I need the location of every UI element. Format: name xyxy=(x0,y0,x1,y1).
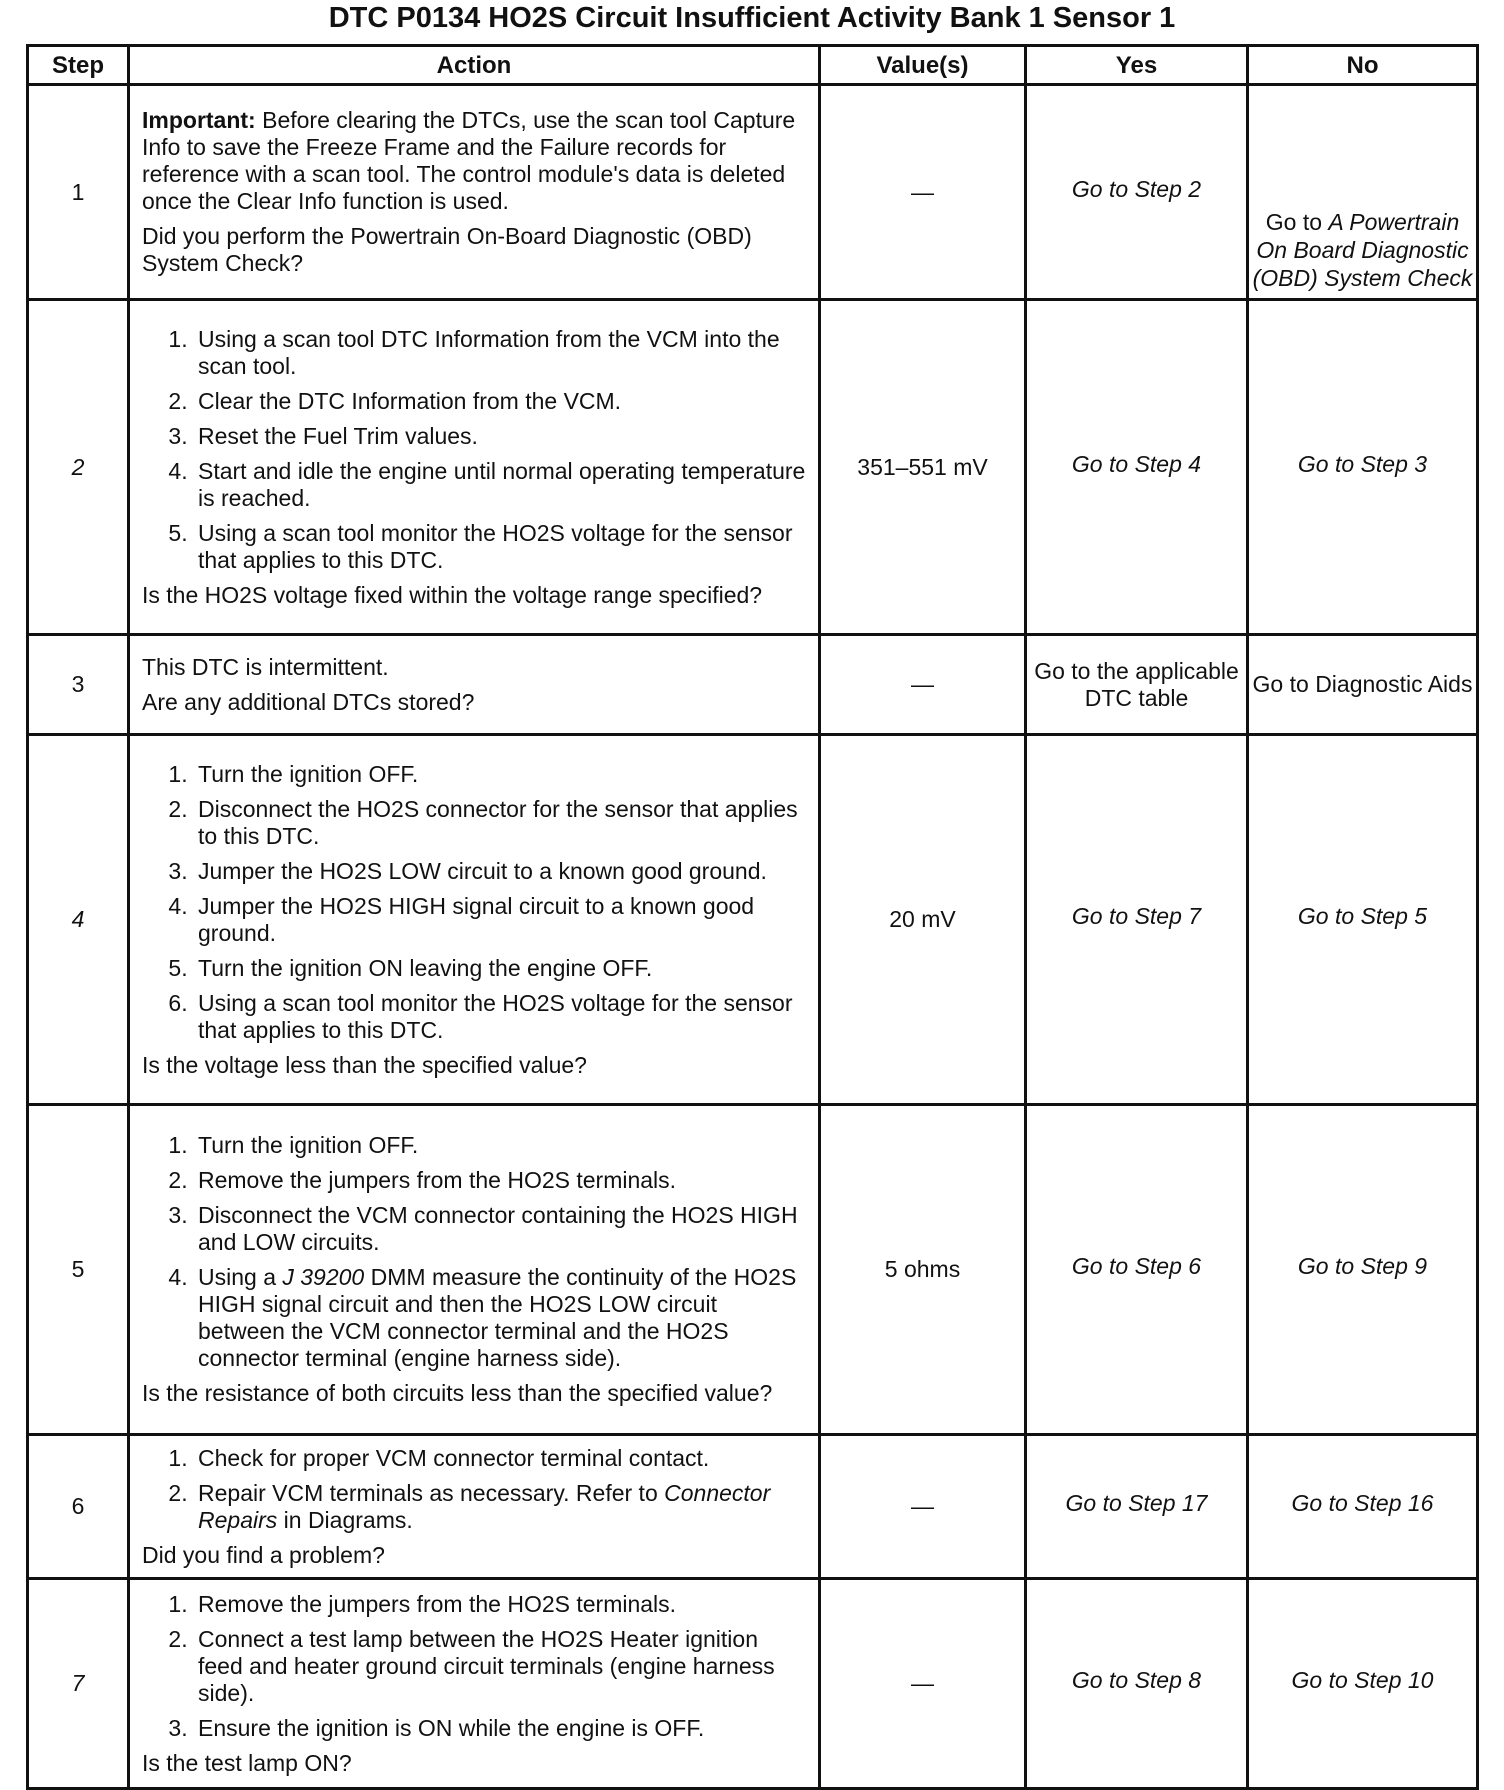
list-item: 3. Jumper the HO2S LOW circuit to a known good ground. xyxy=(194,858,808,885)
action-list xyxy=(142,1132,808,1372)
list-item: 3. Ensure the ignition is ON while the engine is OFF. xyxy=(194,1715,808,1742)
question-text: Is the voltage less than the specified value? xyxy=(142,1051,587,1078)
table-row xyxy=(28,735,1478,1105)
value-cell: 351–551 mV xyxy=(820,300,1026,635)
important-note xyxy=(142,107,808,215)
yes-link[interactable]: Go to Step 8 xyxy=(1026,1579,1248,1789)
yes-link[interactable]: Go to the applicable DTC table xyxy=(1026,635,1248,735)
action-cell xyxy=(129,635,820,735)
list-item: 1. Check for proper VCM connector terminal contact. xyxy=(194,1445,808,1472)
table-row xyxy=(28,1579,1478,1789)
action-list xyxy=(142,1445,808,1534)
list-item: 1. Remove the jumpers from the HO2S terminals. xyxy=(194,1591,808,1618)
table-row xyxy=(28,300,1478,635)
action-cell xyxy=(129,85,820,300)
no-link[interactable]: Go to Step 3 xyxy=(1248,300,1478,635)
header-step: Step xyxy=(28,46,129,85)
important-label: Important: xyxy=(142,107,256,133)
yes-link[interactable]: Go to Step 2 xyxy=(1026,85,1248,300)
action-list xyxy=(142,326,808,574)
action-text: This DTC is intermittent. xyxy=(142,653,389,680)
tool-reference: J 39200 xyxy=(282,1264,365,1290)
list-item: 3. Disconnect the VCM connector containing the HO2S HIGH and LOW circuits. xyxy=(194,1202,808,1256)
header-yes: Yes xyxy=(1026,46,1248,85)
step-number: 6 xyxy=(28,1435,129,1579)
value-cell: — xyxy=(820,635,1026,735)
no-prefix: Go to xyxy=(1265,209,1329,235)
item-text: Using a xyxy=(198,1264,283,1290)
table-row xyxy=(28,635,1478,735)
step-number: 7 xyxy=(28,1579,129,1789)
diagnostic-table xyxy=(26,44,1479,1790)
doc-reference: Connector Repairs xyxy=(198,1479,771,1533)
question-text: Is the HO2S voltage fixed within the voltage range specified? xyxy=(142,581,763,608)
no-link[interactable]: Go to Step 10 xyxy=(1248,1579,1478,1789)
header-values: Value(s) xyxy=(820,46,1026,85)
list-item: 2. Remove the jumpers from the HO2S terminals. xyxy=(194,1167,808,1194)
action-list xyxy=(142,1591,808,1742)
no-link[interactable]: Go to Step 5 xyxy=(1248,735,1478,1105)
list-item: 2. Clear the DTC Information from the VCM. xyxy=(194,388,808,415)
yes-link[interactable]: Go to Step 17 xyxy=(1026,1435,1248,1579)
value-cell: — xyxy=(820,85,1026,300)
action-cell xyxy=(129,1435,820,1579)
table-row xyxy=(28,1435,1478,1579)
list-item: 1. Using a scan tool DTC Information from the VCM into the scan tool. xyxy=(194,326,808,380)
list-item: 4. Jumper the HO2S HIGH signal circuit to a known good ground. xyxy=(194,893,808,947)
question-text: Did you find a problem? xyxy=(142,1541,385,1568)
value-cell: — xyxy=(820,1579,1026,1789)
page-title: DTC P0134 HO2S Circuit Insufficient Activity Bank 1 Sensor 1 xyxy=(328,2,1176,34)
important-text: Before clearing the DTCs, use the scan tool Capture Info to save the Freeze Frame and the Failure records for reference with a scan tool. The control module's data is deleted once the Clear Info function is used. xyxy=(142,107,796,214)
list-item: 2. Connect a test lamp between the HO2S Heater ignition feed and heater ground circuit terminals (engine harness side). xyxy=(194,1626,808,1707)
list-item: 1. Turn the ignition OFF. xyxy=(194,761,808,788)
question-text: Did you perform the Powertrain On-Board Diagnostic (OBD) System Check? xyxy=(142,223,752,276)
item-text: in Diagrams. xyxy=(277,1506,413,1533)
item-text: DMM measure the continuity of the HO2S HIGH signal circuit and then the HO2S LOW circuit between the VCM connector terminal and the HO2S connector terminal (engine harness side). xyxy=(198,1264,797,1371)
no-link[interactable] xyxy=(1248,85,1478,300)
action-list xyxy=(142,761,808,1044)
list-item: 3. Reset the Fuel Trim values. xyxy=(194,423,808,450)
list-item: 1. Turn the ignition OFF. xyxy=(194,1132,808,1159)
table-row xyxy=(28,1105,1478,1435)
list-item: 4. Start and idle the engine until normal operating temperature is reached. xyxy=(194,458,808,512)
action-cell xyxy=(129,735,820,1105)
header-no: No xyxy=(1248,46,1478,85)
no-reference: A Powertrain On Board Diagnostic (OBD) System Check xyxy=(1252,209,1473,291)
yes-link[interactable]: Go to Step 4 xyxy=(1026,300,1248,635)
list-item: 5. Turn the ignition ON leaving the engine OFF. xyxy=(194,955,808,982)
action-cell xyxy=(129,300,820,635)
step-number: 2 xyxy=(28,300,129,635)
list-item: 2. Disconnect the HO2S connector for the sensor that applies to this DTC. xyxy=(194,796,808,850)
list-item xyxy=(194,1480,808,1534)
item-text: Repair VCM terminals as necessary. Refer to xyxy=(198,1479,665,1506)
question-text: Is the test lamp ON? xyxy=(142,1749,352,1776)
list-item xyxy=(194,1264,808,1372)
yes-link[interactable]: Go to Step 7 xyxy=(1026,735,1248,1105)
table-row xyxy=(28,85,1478,300)
no-link[interactable]: Go to Step 16 xyxy=(1248,1435,1478,1579)
value-cell: 20 mV xyxy=(820,735,1026,1105)
action-cell xyxy=(129,1579,820,1789)
question-text: Is the resistance of both circuits less than the specified value? xyxy=(142,1380,773,1406)
step-number: 4 xyxy=(28,735,129,1105)
no-link[interactable]: Go to Step 9 xyxy=(1248,1105,1478,1435)
yes-link[interactable]: Go to Step 6 xyxy=(1026,1105,1248,1435)
step-number: 1 xyxy=(28,85,129,300)
value-cell: 5 ohms xyxy=(820,1105,1026,1435)
question-text: Are any additional DTCs stored? xyxy=(142,688,475,715)
action-cell xyxy=(129,1105,820,1435)
step-number: 5 xyxy=(28,1105,129,1435)
value-cell: — xyxy=(820,1435,1026,1579)
list-item: 5. Using a scan tool monitor the HO2S voltage for the sensor that applies to this DTC. xyxy=(194,520,808,574)
header-action: Action xyxy=(129,46,820,85)
list-item: 6. Using a scan tool monitor the HO2S voltage for the sensor that applies to this DTC. xyxy=(194,990,808,1044)
step-number: 3 xyxy=(28,635,129,735)
table-header-row xyxy=(28,46,1478,85)
no-link[interactable]: Go to Diagnostic Aids xyxy=(1248,635,1478,735)
